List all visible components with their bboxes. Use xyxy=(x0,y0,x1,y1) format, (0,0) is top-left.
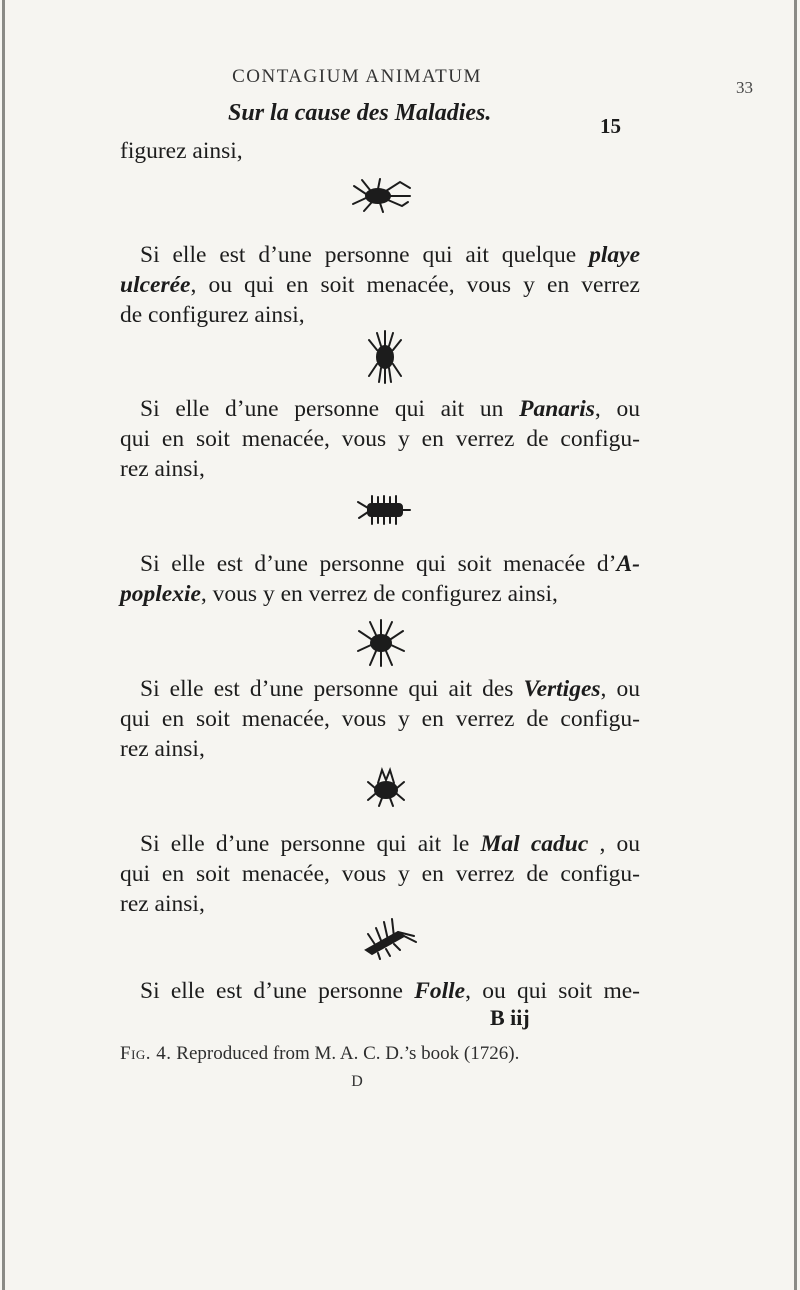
text-line: rez ainsi, xyxy=(120,736,205,762)
creature-figure-4 xyxy=(356,619,406,667)
text-line: Si elle est d’une personne Folle, ou qui soit me- xyxy=(140,978,640,1004)
figure-caption-text: Reproduced from M. A. C. D.’s book (1726). xyxy=(176,1043,520,1064)
page-number: 33 xyxy=(736,78,753,97)
text-line: de configurez ainsi, xyxy=(120,302,305,328)
text-line: Si elle d’une personne qui ait le Mal caduc , ou xyxy=(140,831,641,857)
figure-label: Fig. 4. xyxy=(120,1043,172,1064)
text-line: rez ainsi, xyxy=(120,891,205,917)
plate-header: Sur la cause des Maladies. xyxy=(228,100,492,126)
signature-mark: B iij xyxy=(490,1005,530,1030)
text-line: Si elle est d’une personne qui soit menacée d’A- xyxy=(140,551,640,577)
text-line: ulcerée, ou qui en soit menacée, vous y en verrez xyxy=(120,272,640,298)
creature-figure-6 xyxy=(358,916,418,960)
figure-caption xyxy=(120,1043,660,1065)
text-line: figurez ainsi, xyxy=(120,138,243,164)
left-page-edge xyxy=(2,0,5,1290)
text-line: Si elle est d’une personne qui ait des Vertiges, ou xyxy=(140,676,640,702)
right-page-edge xyxy=(794,0,797,1290)
text-line: qui en soit menacée, vous y en verrez de configu- xyxy=(120,426,640,452)
text-line: Si elle est d’une personne qui ait quelque playe xyxy=(140,242,640,268)
text-line: qui en soit menacée, vous y en verrez de configu- xyxy=(120,706,640,732)
gathering-letter: D xyxy=(351,1073,363,1090)
creature-figure-5 xyxy=(366,766,406,808)
creature-figure-3 xyxy=(356,494,412,526)
text-line: rez ainsi, xyxy=(120,456,205,482)
creature-figure-2 xyxy=(367,330,403,384)
text-line: poplexie, vous y en verrez de configurez ainsi, xyxy=(120,581,558,607)
plate-number: 15 xyxy=(600,114,621,138)
creature-figure-1 xyxy=(350,176,414,214)
running-head: CONTAGIUM ANIMATUM xyxy=(232,66,482,87)
text-line: Si elle d’une personne qui ait un Panaris, ou xyxy=(140,396,640,422)
text-line: qui en soit menacée, vous y en verrez de configu- xyxy=(120,861,640,887)
